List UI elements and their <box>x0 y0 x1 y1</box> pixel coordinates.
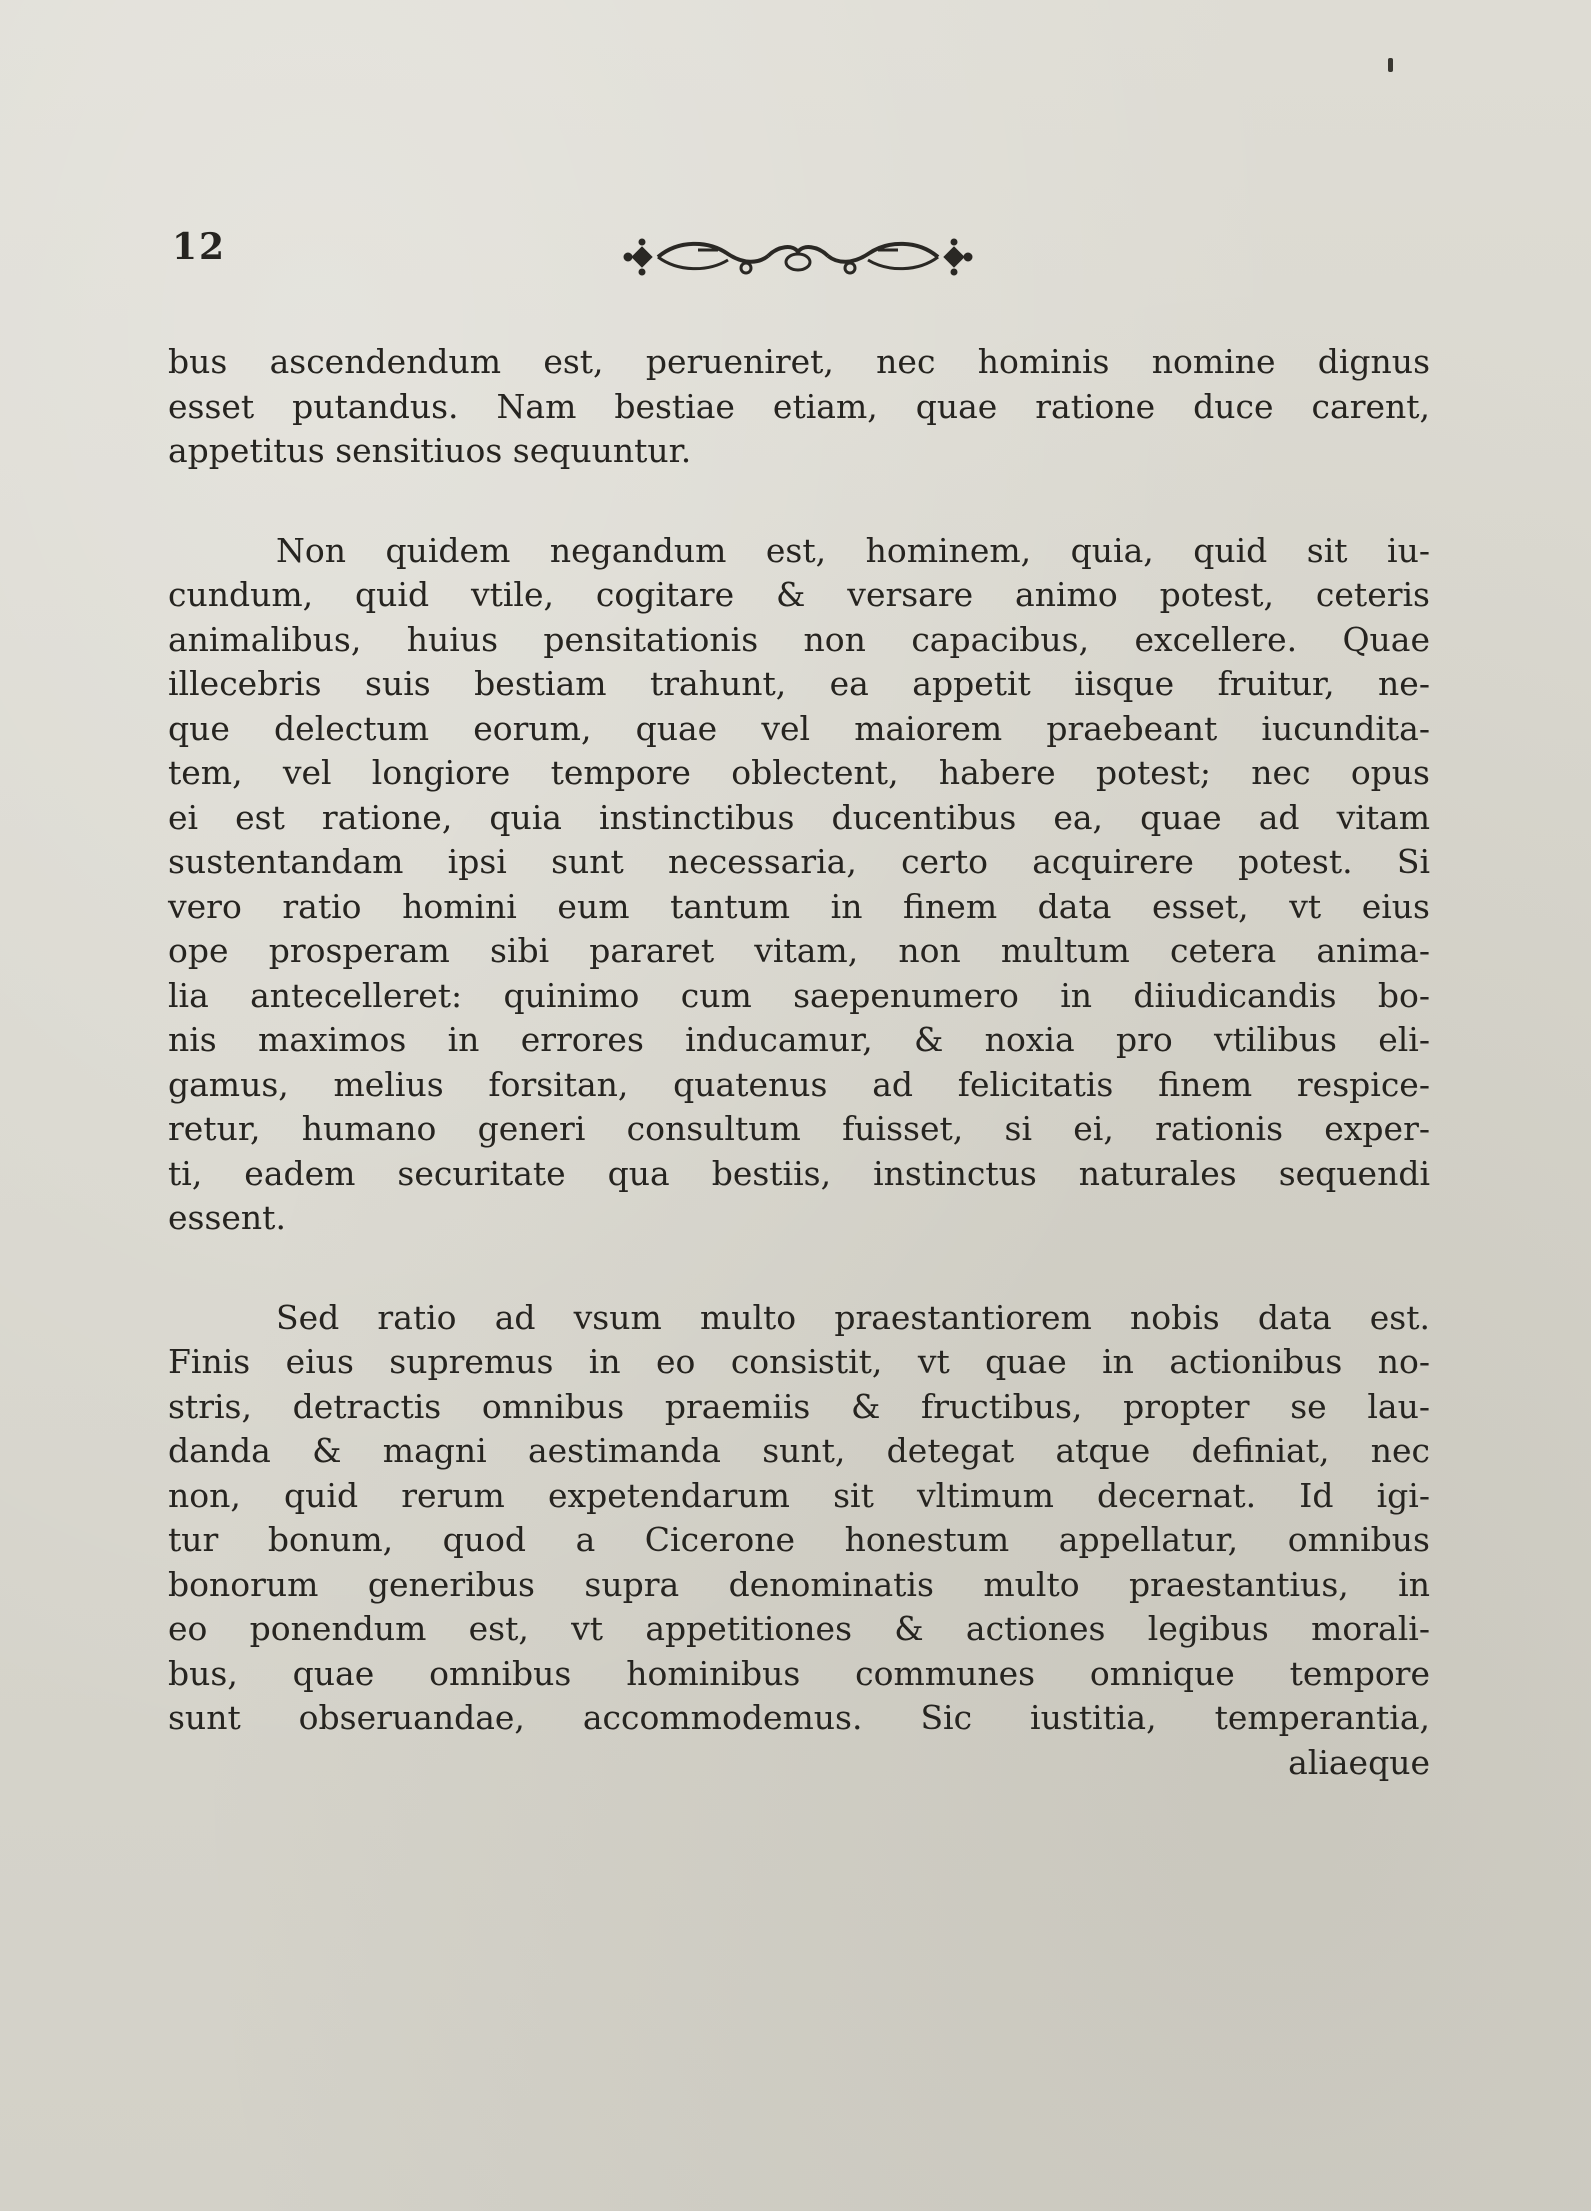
catchword: aliaeque <box>1288 1742 1430 1782</box>
text-line: gamus, melius forsitan, quatenus ad felicitatis finem respice- <box>168 1064 1430 1104</box>
text-line: que delectum eorum, quae vel maiorem praebeant iucundita- <box>168 708 1430 748</box>
text-line: bus ascendendum est, perueniret, nec hominis nomine dignus <box>168 342 1430 381</box>
text-line: ope prosperam sibi pararet vitam, non multum cetera anima- <box>168 931 1430 970</box>
text-line: ti, eadem securitate qua bestiis, instinctus naturales sequendi <box>168 1153 1430 1193</box>
text-line: Finis eius supremus in eo consistit, vt quae in actionibus no- <box>168 1342 1430 1381</box>
text-line: lia antecelleret: quinimo cum saepenumero in diiudicandis bo- <box>168 975 1430 1015</box>
text-line: danda & magni aestimanda sunt, detegat atque definiat, nec <box>168 1431 1430 1470</box>
paragraph <box>168 529 1430 1241</box>
text-line: non, quid rerum expetendarum sit vltimum decernat. Id igi- <box>168 1475 1430 1515</box>
page-number: 12 <box>172 226 227 268</box>
text-line: eo ponendum est, vt appetitiones & actiones legibus morali- <box>168 1609 1430 1648</box>
text-line: stris, detractis omnibus praemiis & fructibus, propter se lau- <box>168 1386 1430 1426</box>
text-line: vero ratio homini eum tantum in finem data esset, vt eius <box>168 886 1430 926</box>
text-line: sustentandam ipsi sunt necessaria, certo acquirere potest. Si <box>168 842 1430 881</box>
text-line: sunt obseruandae, accommodemus. Sic iustitia, temperantia, <box>168 1698 1430 1737</box>
text-line: appetitus sensitiuos sequuntur. <box>168 431 692 470</box>
text-line: retur, humano generi consultum fuisset, si ei, rationis exper- <box>168 1109 1430 1148</box>
text-line: essent. <box>168 1198 286 1237</box>
body-text <box>168 340 1430 1785</box>
text-line: bonorum generibus supra denominatis multo praestantius, in <box>168 1564 1430 1604</box>
text-line: animalibus, huius pensitationis non capacibus, excellere. Quae <box>168 619 1430 659</box>
paragraph <box>168 340 1430 474</box>
text-line: bus, quae omnibus hominibus communes omnique tempore <box>168 1653 1430 1693</box>
text-line: Non quidem negandum est, hominem, quia, quid sit iu- <box>276 530 1430 570</box>
text-line: nis maximos in errores inducamur, & noxia pro vtilibus eli- <box>168 1020 1430 1059</box>
text-line: esset putandus. Nam bestiae etiam, quae ratione duce carent, <box>168 386 1430 426</box>
text-line: Sed ratio ad vsum multo praestantiorem nobis data est. <box>276 1297 1430 1337</box>
text-line: illecebris suis bestiam trahunt, ea appetit iisque fruitur, ne- <box>168 664 1430 703</box>
text-line: tur bonum, quod a Cicerone honestum appellatur, omnibus <box>168 1520 1430 1559</box>
printer-mark <box>1388 58 1393 72</box>
text-line: cundum, quid vtile, cogitare & versare animo potest, ceteris <box>168 575 1430 614</box>
text-line: tem, vel longiore tempore oblectent, habere potest; nec opus <box>168 753 1430 792</box>
paragraph <box>168 1296 1430 1741</box>
text-line: ei est ratione, quia instinctibus ducentibus ea, quae ad vitam <box>168 797 1430 837</box>
ornamental-rule-icon <box>618 222 978 292</box>
